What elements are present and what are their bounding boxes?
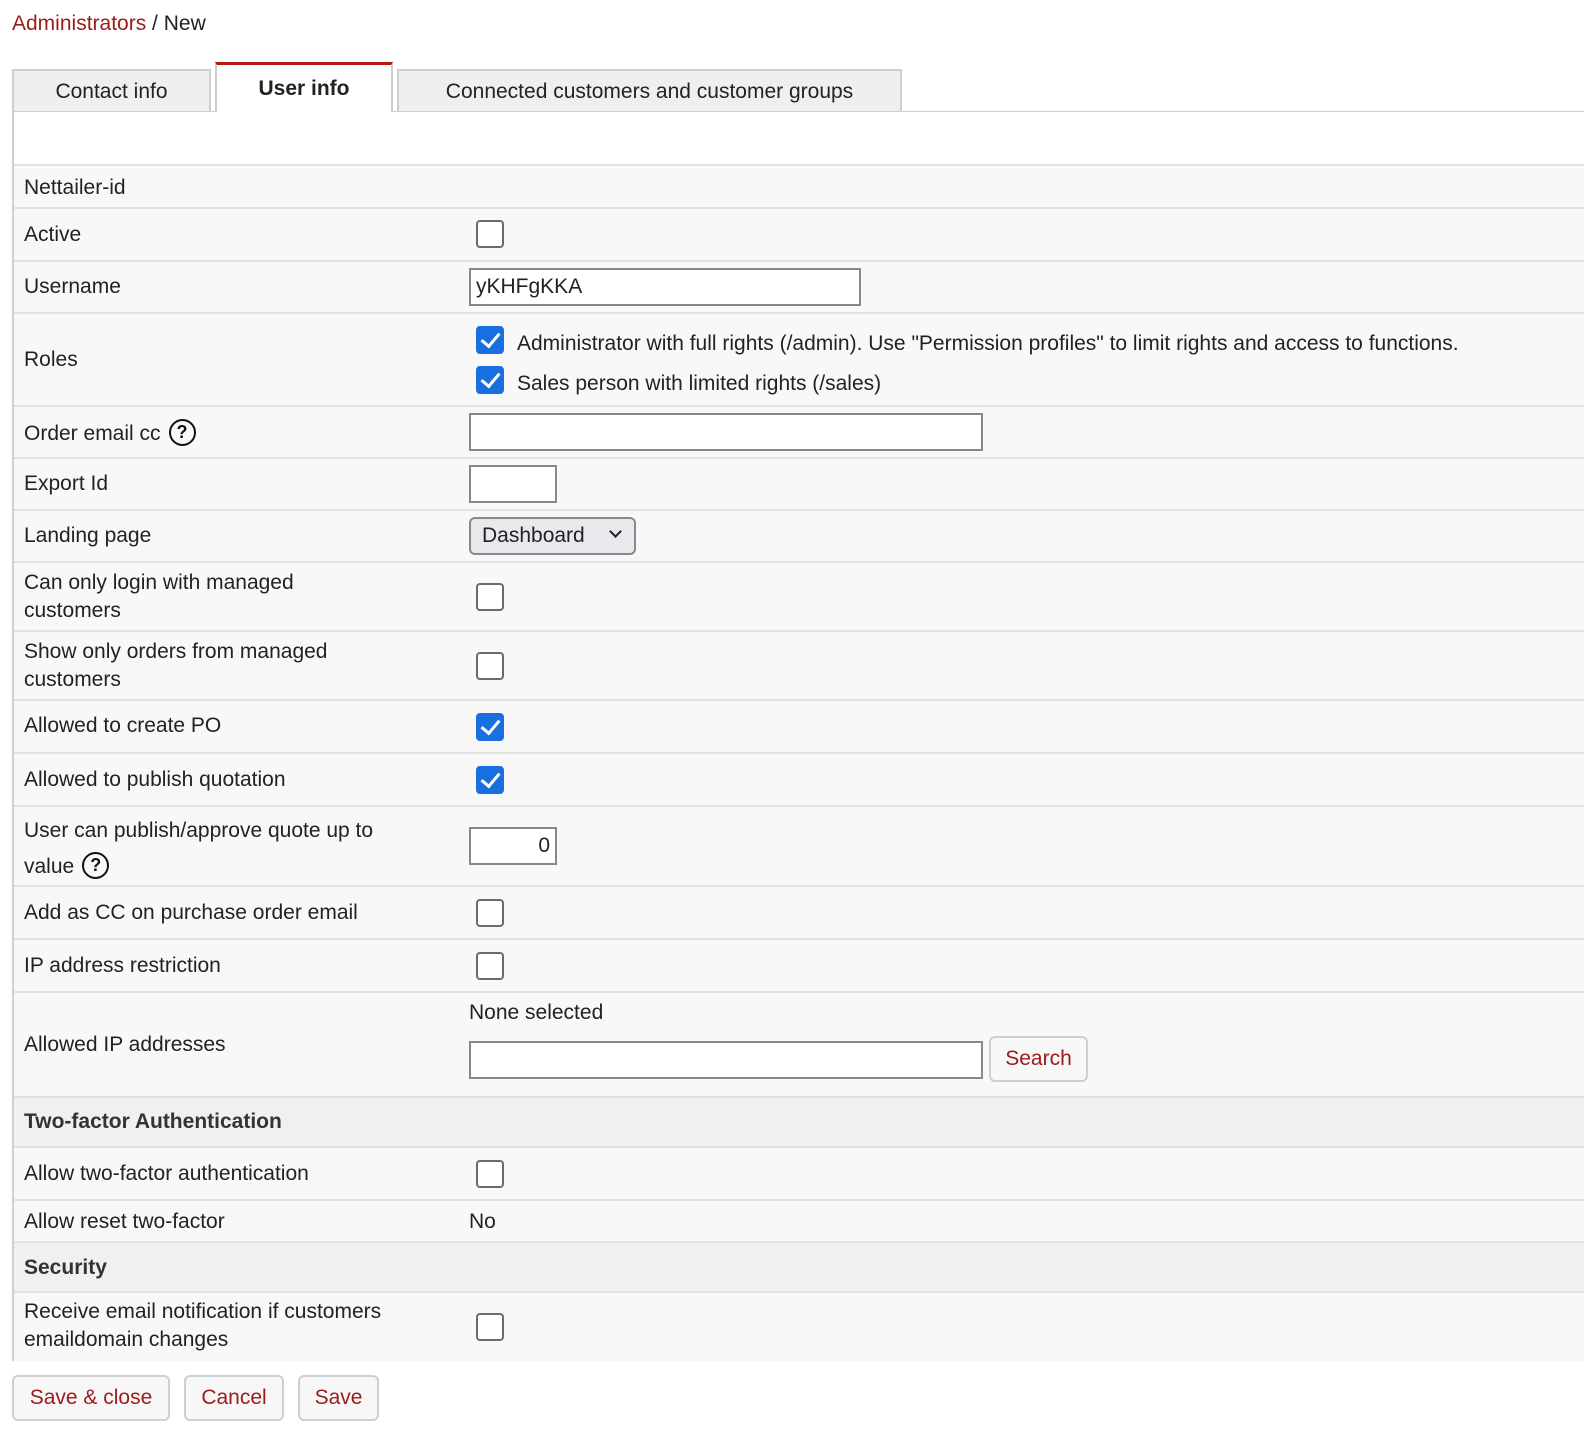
section-security bbox=[14, 1241, 1584, 1291]
export-id-input[interactable] bbox=[469, 465, 557, 503]
roles-label: Roles bbox=[24, 348, 78, 371]
breadcrumb bbox=[12, 10, 206, 38]
order-email-cc-input[interactable] bbox=[469, 413, 983, 451]
publish-quotation-checkbox[interactable] bbox=[476, 766, 504, 794]
reset-two-factor-label: Allow reset two-factor bbox=[24, 1210, 225, 1233]
landing-page-select[interactable] bbox=[469, 517, 636, 555]
form-spacer bbox=[14, 112, 1584, 164]
breadcrumb-administrators-link[interactable]: Administrators bbox=[12, 12, 147, 35]
allowed-ips-search-input[interactable] bbox=[469, 1041, 983, 1079]
row-order-email-cc bbox=[14, 405, 1584, 457]
username-input[interactable]: yKHFgKKA bbox=[469, 268, 861, 306]
managed-login-checkbox[interactable] bbox=[476, 583, 504, 611]
breadcrumb-current: New bbox=[163, 12, 206, 35]
save-button[interactable]: Save bbox=[298, 1375, 379, 1421]
row-export-id bbox=[14, 457, 1584, 509]
two-factor-section-title: Two-factor Authentication bbox=[24, 1110, 282, 1133]
row-username bbox=[14, 260, 1584, 312]
active-checkbox[interactable] bbox=[476, 220, 504, 248]
row-managed-orders bbox=[14, 630, 1584, 699]
section-two-factor bbox=[14, 1096, 1584, 1146]
email-domain-notify-label bbox=[24, 1298, 381, 1354]
reset-two-factor-value: No bbox=[469, 1210, 496, 1233]
managed-login-label bbox=[24, 569, 294, 625]
tab-bar bbox=[12, 62, 1584, 112]
tab-connected-customers[interactable]: Connected customers and customer groups bbox=[397, 69, 902, 112]
publish-quotation-label: Allowed to publish quotation bbox=[24, 768, 286, 791]
save-close-button[interactable]: Save & close bbox=[12, 1375, 170, 1421]
row-roles bbox=[14, 312, 1584, 405]
managed-orders-label bbox=[24, 638, 328, 694]
question-circle-icon[interactable]: ? bbox=[82, 852, 109, 879]
row-publish-quotation bbox=[14, 752, 1584, 805]
ip-restriction-label: IP address restriction bbox=[24, 954, 221, 977]
quote-limit-label bbox=[24, 813, 373, 885]
allow-two-factor-checkbox[interactable] bbox=[476, 1160, 504, 1188]
row-cc-po-email bbox=[14, 885, 1584, 938]
role-sales-label: Sales person with limited rights (/sales) bbox=[517, 372, 882, 395]
question-circle-icon[interactable]: ? bbox=[169, 419, 196, 446]
row-reset-two-factor bbox=[14, 1199, 1584, 1241]
breadcrumb-separator: / bbox=[152, 12, 158, 35]
tab-contact-info[interactable]: Contact info bbox=[12, 69, 211, 112]
managed-login-line1: Can only login with managed bbox=[24, 571, 294, 594]
managed-orders-line2: customers bbox=[24, 668, 121, 691]
row-active bbox=[14, 207, 1584, 260]
row-email-domain-notify bbox=[14, 1291, 1584, 1361]
managed-orders-line1: Show only orders from managed bbox=[24, 640, 328, 663]
cancel-button[interactable]: Cancel bbox=[184, 1375, 284, 1421]
row-quote-limit bbox=[14, 805, 1584, 885]
user-info-form bbox=[12, 112, 1584, 1361]
landing-page-value: Dashboard bbox=[482, 524, 585, 547]
order-email-cc-text: Order email cc bbox=[24, 422, 161, 445]
row-ip-restriction bbox=[14, 938, 1584, 991]
nettailer-id-label: Nettailer-id bbox=[24, 176, 126, 199]
role-admin-checkbox[interactable] bbox=[476, 326, 504, 354]
allowed-ips-search-button[interactable]: Search bbox=[989, 1036, 1088, 1082]
tab-user-info[interactable]: User info bbox=[215, 62, 393, 112]
role-sales-checkbox[interactable] bbox=[476, 366, 504, 394]
export-id-label: Export Id bbox=[24, 472, 109, 495]
chevron-down-icon bbox=[609, 525, 622, 538]
email-domain-notify-checkbox[interactable] bbox=[476, 1313, 504, 1341]
allowed-ips-label: Allowed IP addresses bbox=[24, 1033, 226, 1056]
allow-two-factor-label: Allow two-factor authentication bbox=[24, 1162, 309, 1185]
order-email-cc-label bbox=[24, 419, 196, 448]
security-section-title: Security bbox=[24, 1256, 107, 1279]
email-domain-notify-line2: emaildomain changes bbox=[24, 1328, 229, 1351]
managed-login-line2: customers bbox=[24, 599, 121, 622]
allowed-ips-status: None selected bbox=[469, 1001, 604, 1024]
row-create-po bbox=[14, 699, 1584, 752]
role-admin-label: Administrator with full rights (/admin). Use "Permission profiles" to limit rights and access to functions. bbox=[517, 332, 1459, 355]
landing-page-label: Landing page bbox=[24, 524, 152, 547]
quote-limit-line2: value bbox=[24, 855, 75, 878]
row-managed-login bbox=[14, 561, 1584, 630]
row-landing-page bbox=[14, 509, 1584, 561]
row-allowed-ips bbox=[14, 991, 1584, 1096]
ip-restriction-checkbox[interactable] bbox=[476, 952, 504, 980]
create-po-label: Allowed to create PO bbox=[24, 714, 222, 737]
quote-limit-line1: User can publish/approve quote up to bbox=[24, 819, 374, 842]
row-allow-two-factor bbox=[14, 1146, 1584, 1199]
create-po-checkbox[interactable] bbox=[476, 713, 504, 741]
cc-po-email-label: Add as CC on purchase order email bbox=[24, 901, 358, 924]
email-domain-notify-line1: Receive email notification if customers bbox=[24, 1300, 382, 1323]
username-label: Username bbox=[24, 275, 121, 298]
cc-po-email-checkbox[interactable] bbox=[476, 899, 504, 927]
managed-orders-checkbox[interactable] bbox=[476, 652, 504, 680]
quote-limit-input[interactable]: 0 bbox=[469, 827, 557, 865]
row-nettailer-id bbox=[14, 164, 1584, 207]
active-label: Active bbox=[24, 223, 82, 246]
